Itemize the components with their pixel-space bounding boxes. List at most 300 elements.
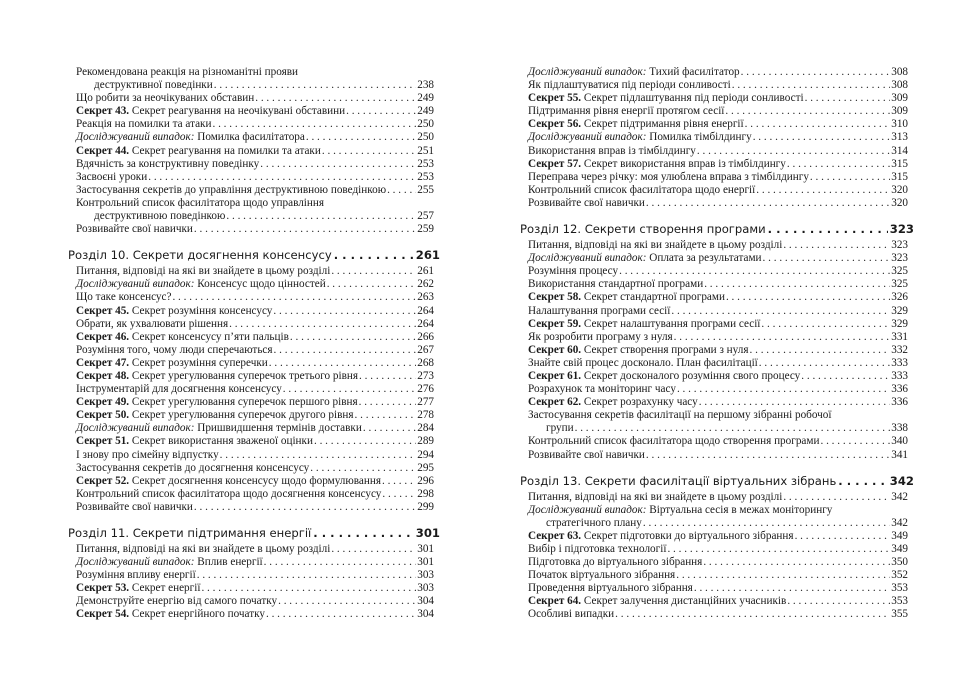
chapter-page: 323 bbox=[889, 222, 914, 237]
entry-title bbox=[76, 331, 289, 344]
dot-leader bbox=[805, 92, 891, 105]
dot-leader bbox=[768, 222, 888, 237]
dot-leader bbox=[732, 79, 891, 92]
toc-entry bbox=[528, 608, 908, 621]
toc-entry bbox=[528, 79, 908, 92]
toc-entry bbox=[528, 239, 908, 252]
toc-group bbox=[76, 66, 434, 236]
entry-page: 251 bbox=[417, 144, 434, 157]
entry-text: Вдячність за конструктивну поведінку bbox=[76, 157, 260, 170]
entry-text: Підготовка до віртуального зібрання bbox=[528, 556, 703, 569]
entry-page: 320 bbox=[891, 196, 908, 209]
entry-title bbox=[76, 318, 228, 331]
entry-text: Питання, відповіді на які ви знайдете в цьому розділі bbox=[528, 239, 783, 252]
entry-page: 338 bbox=[891, 422, 908, 435]
dot-leader bbox=[677, 383, 890, 396]
toc-entry bbox=[528, 171, 908, 184]
case-study-label: Досліджуваний випадок: bbox=[528, 252, 647, 265]
entry-page: 263 bbox=[417, 291, 434, 304]
entry-page: 309 bbox=[891, 105, 908, 118]
entry-title bbox=[76, 184, 386, 197]
toc-entry bbox=[76, 265, 434, 278]
spacer bbox=[76, 236, 434, 248]
entry-text: Вибір і підготовка технології bbox=[528, 543, 667, 555]
entry-title bbox=[528, 118, 744, 131]
case-study-label: Досліджуваний випадок: bbox=[76, 131, 195, 144]
toc-entry bbox=[76, 501, 434, 514]
entry-page: 238 bbox=[417, 79, 434, 92]
entry-text: Секрет досконалого розуміння свого процесу bbox=[581, 369, 801, 382]
dot-leader bbox=[671, 305, 890, 318]
case-study-label: Досліджуваний випадок: bbox=[76, 556, 195, 569]
entry-page: 268 bbox=[417, 356, 434, 369]
entry-text: Помилка тімбілдингу bbox=[646, 131, 752, 144]
entry-page: 301 bbox=[417, 543, 434, 555]
entry-text: Тихий фасилітатор bbox=[646, 66, 740, 78]
toc-entry bbox=[76, 223, 434, 236]
spacer bbox=[528, 210, 908, 222]
entry-text: Розвивайте свої навички bbox=[528, 448, 645, 461]
entry-text: Як підлаштуватися під періоди сонливості bbox=[528, 79, 731, 92]
secret-label: Секрет 58. bbox=[528, 291, 582, 304]
entry-title bbox=[528, 569, 675, 582]
toc-entry bbox=[76, 344, 434, 357]
dot-leader bbox=[214, 79, 416, 92]
entry-text: Секрет консенсусу п’яти пальців bbox=[129, 330, 289, 343]
entry-title bbox=[528, 92, 804, 105]
dot-leader bbox=[725, 105, 890, 118]
entry-title bbox=[76, 435, 313, 448]
entry-text: Секрет енергійного початку bbox=[129, 608, 265, 621]
dot-leader bbox=[229, 318, 416, 331]
entry-text: Рекомендована реакція на різноманітні прояви bbox=[76, 66, 299, 78]
toc-entry bbox=[76, 92, 434, 105]
entry-title bbox=[528, 291, 725, 304]
secret-label: Секрет 43. bbox=[76, 105, 130, 118]
dot-leader bbox=[313, 526, 414, 541]
entry-title bbox=[528, 171, 809, 184]
dot-leader bbox=[753, 131, 891, 144]
entry-text: Використання стандартної програми bbox=[528, 278, 704, 291]
secret-label: Секрет 56. bbox=[528, 118, 582, 131]
toc-entry bbox=[528, 595, 908, 608]
entry-page: 336 bbox=[891, 383, 908, 396]
entry-text: Засвоєні уроки bbox=[76, 170, 148, 183]
entry-page: 352 bbox=[891, 569, 908, 582]
entry-text: Контрольний список фасилітатора щодо створення програми bbox=[528, 435, 820, 448]
entry-text: Застосування секретів до управління деструктивною поведінкою bbox=[76, 183, 387, 196]
dot-leader bbox=[314, 435, 416, 448]
entry-title bbox=[528, 318, 760, 331]
toc-entry bbox=[528, 92, 908, 105]
toc-entry bbox=[528, 131, 908, 144]
entry-page: 261 bbox=[417, 265, 434, 278]
entry-page: 320 bbox=[891, 183, 908, 196]
entry-page: 267 bbox=[417, 343, 434, 356]
entry-title bbox=[528, 595, 786, 608]
case-study-label: Досліджуваний випадок: bbox=[76, 278, 195, 291]
toc-entry bbox=[528, 491, 908, 504]
entry-page: 304 bbox=[417, 595, 434, 608]
entry-text: Консенсус щодо цінностей bbox=[194, 278, 326, 291]
spacer bbox=[76, 514, 434, 526]
entry-title bbox=[76, 344, 273, 357]
case-study-label: Досліджуваний випадок: bbox=[76, 422, 195, 435]
toc-entry bbox=[528, 582, 908, 595]
dot-leader bbox=[273, 305, 416, 318]
entry-title bbox=[528, 543, 666, 556]
dot-leader bbox=[355, 409, 417, 422]
dot-leader bbox=[269, 357, 416, 370]
entry-text: Секрет стандартної програми bbox=[581, 291, 725, 304]
entry-page: 273 bbox=[417, 369, 434, 382]
toc-entry bbox=[528, 530, 908, 543]
entry-title bbox=[528, 239, 782, 252]
dot-leader bbox=[763, 252, 891, 265]
secret-label: Секрет 49. bbox=[76, 396, 130, 409]
entry-page: 303 bbox=[417, 582, 434, 595]
entry-title bbox=[76, 383, 282, 396]
entry-page: 250 bbox=[417, 131, 434, 144]
entry-title bbox=[76, 92, 254, 105]
entry-page: 250 bbox=[417, 118, 434, 131]
entry-text: Розуміння впливу енергії bbox=[76, 569, 196, 582]
toc-group bbox=[76, 543, 434, 622]
entry-text: Секрет використання зваженої оцінки bbox=[129, 435, 313, 448]
toc-entry bbox=[76, 488, 434, 501]
entry-page: 262 bbox=[417, 278, 434, 291]
secret-label: Секрет 45. bbox=[76, 304, 130, 317]
chapter-heading bbox=[68, 248, 440, 263]
entry-text: Пришвидшення термінів доставки bbox=[194, 422, 362, 435]
entry-title bbox=[76, 305, 272, 318]
dot-leader bbox=[283, 383, 416, 396]
dot-leader bbox=[331, 543, 416, 556]
entry-text: Розвивайте свої навички bbox=[76, 500, 193, 513]
entry-text: Секрет урегулювання суперечок третього рівня bbox=[129, 369, 359, 382]
entry-title bbox=[528, 556, 702, 569]
entry-page: 331 bbox=[891, 330, 908, 343]
toc-entry bbox=[76, 543, 434, 556]
entry-text: Секрет урегулювання суперечок другого рівня bbox=[129, 409, 354, 422]
toc-entry bbox=[76, 475, 434, 488]
entry-title bbox=[528, 305, 670, 318]
entry-text: Секрет енергії bbox=[129, 582, 201, 595]
dot-leader bbox=[667, 543, 890, 556]
entry-page: 264 bbox=[417, 317, 434, 330]
dot-leader bbox=[220, 449, 417, 462]
entry-text: Реакція на помилки та атаки bbox=[76, 118, 212, 131]
secret-label: Секрет 48. bbox=[76, 369, 130, 382]
dot-leader bbox=[820, 435, 890, 448]
entry-title bbox=[528, 530, 794, 543]
toc-entry bbox=[528, 569, 908, 582]
toc-entry bbox=[528, 252, 908, 265]
entry-title bbox=[76, 357, 268, 370]
entry-page: 299 bbox=[417, 500, 434, 513]
entry-title bbox=[528, 344, 749, 357]
toc-entry bbox=[528, 344, 908, 357]
entry-page: 313 bbox=[891, 131, 908, 144]
toc-entry bbox=[76, 105, 434, 118]
entry-page: 249 bbox=[417, 92, 434, 105]
secret-label: Секрет 50. bbox=[76, 409, 130, 422]
entry-title bbox=[528, 357, 758, 370]
chapter-heading bbox=[520, 222, 914, 237]
toc-entry bbox=[528, 118, 908, 131]
chapter-page: 342 bbox=[889, 473, 914, 488]
entry-title bbox=[76, 608, 265, 621]
entry-page: 309 bbox=[891, 92, 908, 105]
entry-text: Секрет реагування на помилки та атаки bbox=[129, 144, 321, 157]
dot-leader bbox=[750, 344, 891, 357]
entry-text: Секрет урегулювання суперечок першого рівня bbox=[129, 396, 358, 409]
entry-page: 329 bbox=[891, 317, 908, 330]
entry-page: 350 bbox=[891, 556, 908, 569]
dot-leader bbox=[387, 184, 416, 197]
toc-entry bbox=[76, 357, 434, 370]
entry-text: Секрет підтримання рівня енергії bbox=[581, 118, 744, 131]
toc-entry bbox=[528, 145, 908, 158]
case-study-label: Досліджуваний випадок: bbox=[528, 503, 647, 516]
entry-title bbox=[76, 291, 171, 304]
entry-title bbox=[76, 171, 147, 184]
entry-page: 253 bbox=[417, 157, 434, 170]
entry-page: 255 bbox=[417, 183, 434, 196]
toc-entry bbox=[76, 278, 434, 291]
toc-entry bbox=[76, 197, 434, 223]
entry-title bbox=[528, 608, 614, 621]
dot-leader bbox=[334, 248, 414, 263]
dot-leader bbox=[646, 449, 890, 462]
entry-line bbox=[528, 504, 908, 517]
dot-leader bbox=[756, 184, 890, 197]
entry-text: Використання вправ із тімбілдингу bbox=[528, 144, 696, 157]
entry-page: 315 bbox=[891, 157, 908, 170]
secret-label: Секрет 63. bbox=[528, 529, 582, 542]
entry-page: 349 bbox=[891, 529, 908, 542]
toc-entry bbox=[76, 66, 434, 92]
entry-page: 304 bbox=[417, 608, 434, 621]
entry-page: 276 bbox=[417, 383, 434, 396]
dot-leader bbox=[704, 278, 890, 291]
dot-leader bbox=[575, 422, 891, 435]
toc-entry bbox=[76, 462, 434, 475]
chapter-page: 301 bbox=[415, 526, 440, 540]
entry-page: 249 bbox=[417, 105, 434, 118]
toc-entry bbox=[76, 370, 434, 383]
dot-leader bbox=[382, 475, 416, 488]
entry-text: Віртуальна сесія в межах моніторингу bbox=[646, 503, 833, 516]
entry-page: 298 bbox=[417, 487, 434, 500]
chapter-heading bbox=[520, 474, 914, 489]
entry-page: 332 bbox=[891, 343, 908, 356]
toc-entry bbox=[76, 556, 434, 569]
dot-leader bbox=[310, 462, 416, 475]
dot-leader bbox=[615, 608, 890, 621]
dot-leader bbox=[260, 158, 416, 171]
entry-title bbox=[76, 396, 358, 409]
case-study-label: Досліджуваний випадок: bbox=[528, 131, 647, 144]
entry-title bbox=[76, 543, 330, 556]
secret-label: Секрет 61. bbox=[528, 369, 582, 382]
case-study-label: Досліджуваний випадок: bbox=[528, 66, 647, 78]
entry-page: 342 bbox=[891, 516, 908, 529]
entry-title bbox=[528, 131, 752, 144]
entry-text: Що робити за неочікуваних обставин bbox=[76, 92, 255, 105]
entry-text: Секрет досягнення консенсусу щодо формулювання bbox=[129, 474, 381, 487]
entry-title bbox=[528, 435, 819, 448]
toc-entry bbox=[528, 66, 908, 79]
entry-title bbox=[76, 145, 321, 158]
entry-text: Розуміння процесу bbox=[528, 265, 619, 278]
toc-entry bbox=[76, 569, 434, 582]
entry-line bbox=[76, 197, 434, 210]
entry-text: Застосування секретів до досягнення консенсусу bbox=[76, 461, 310, 474]
entry-title bbox=[76, 582, 200, 595]
secret-label: Секрет 51. bbox=[76, 435, 130, 448]
entry-page: 353 bbox=[891, 582, 908, 595]
entry-page: 277 bbox=[417, 396, 434, 409]
toc-entry bbox=[528, 357, 908, 370]
dot-leader bbox=[745, 118, 891, 131]
toc-entry bbox=[528, 504, 908, 530]
chapter-title: Розділ 11. Секрети підтримання енергії bbox=[68, 526, 312, 540]
entry-text: Початок віртуального зібрання bbox=[528, 569, 676, 582]
entry-text: Секрет підлаштування під періоди сонливості bbox=[581, 92, 804, 105]
entry-title bbox=[76, 223, 193, 236]
entry-title bbox=[528, 158, 786, 171]
entry-title bbox=[76, 556, 263, 569]
entry-title bbox=[76, 105, 345, 118]
entry-title bbox=[76, 462, 309, 475]
entry-title bbox=[528, 582, 693, 595]
entry-text: І знову про сімейну відпустку bbox=[76, 448, 219, 461]
entry-text: Підтримання рівня енергії протягом сесії bbox=[528, 105, 725, 118]
dot-leader bbox=[801, 370, 890, 383]
entry-page: 308 bbox=[891, 79, 908, 92]
entry-page: 278 bbox=[417, 409, 434, 422]
entry-title bbox=[528, 331, 673, 344]
entry-text: Що таке консенсус? bbox=[76, 291, 172, 304]
toc-entry bbox=[76, 291, 434, 304]
entry-title bbox=[76, 595, 277, 608]
entry-title bbox=[528, 370, 800, 383]
toc-entry bbox=[528, 105, 908, 118]
entry-title bbox=[76, 501, 193, 514]
entry-title bbox=[528, 184, 755, 197]
entry-text: Секрет розуміння суперечки bbox=[129, 356, 268, 369]
dot-leader bbox=[697, 145, 890, 158]
dot-leader bbox=[264, 556, 417, 569]
secret-label: Секрет 64. bbox=[528, 595, 582, 608]
dot-leader bbox=[194, 501, 416, 514]
toc-entry bbox=[528, 318, 908, 331]
toc-group bbox=[76, 265, 434, 514]
entry-title bbox=[528, 145, 696, 158]
toc-entry bbox=[528, 158, 908, 171]
entry-text: Питання, відповіді на які ви знайдете в цьому розділі bbox=[76, 265, 331, 278]
chapter-heading bbox=[68, 526, 440, 541]
toc-entry bbox=[528, 305, 908, 318]
toc-entry bbox=[528, 278, 908, 291]
entry-line bbox=[528, 422, 908, 435]
dot-leader bbox=[359, 370, 416, 383]
dot-leader bbox=[274, 344, 417, 357]
dot-leader bbox=[787, 158, 890, 171]
entry-line bbox=[76, 79, 434, 92]
entry-page: 310 bbox=[891, 118, 908, 131]
dot-leader bbox=[363, 422, 416, 435]
entry-page: 336 bbox=[891, 396, 908, 409]
entry-text: Секрет розрахунку часу bbox=[581, 396, 698, 409]
dot-leader bbox=[699, 396, 890, 409]
dot-leader bbox=[148, 171, 416, 184]
entry-title bbox=[528, 491, 782, 504]
toc-entry bbox=[528, 197, 908, 210]
dot-leader bbox=[759, 357, 890, 370]
entry-title bbox=[76, 409, 354, 422]
entry-page: 342 bbox=[891, 490, 908, 503]
toc-entry bbox=[76, 158, 434, 171]
chapter-title: Розділ 12. Секрети створення програми bbox=[520, 222, 766, 237]
entry-title bbox=[528, 197, 645, 210]
entry-page: 341 bbox=[891, 448, 908, 461]
dot-leader bbox=[382, 488, 416, 501]
secret-label: Секрет 54. bbox=[76, 608, 130, 621]
toc-entry bbox=[528, 396, 908, 409]
entry-page: 284 bbox=[417, 422, 434, 435]
toc-entry bbox=[76, 409, 434, 422]
dot-leader bbox=[643, 517, 890, 530]
dot-leader bbox=[674, 331, 891, 344]
dot-leader bbox=[726, 291, 890, 304]
entry-page: 295 bbox=[417, 461, 434, 474]
entry-page: 264 bbox=[417, 304, 434, 317]
toc-right-column bbox=[520, 66, 914, 622]
entry-text: Помилка фасилітатора bbox=[194, 131, 305, 144]
entry-title bbox=[528, 278, 703, 291]
chapter-title: Розділ 13. Секрети фасилітації віртуальних зібрань bbox=[520, 473, 837, 488]
toc-entry bbox=[528, 184, 908, 197]
entry-title bbox=[76, 158, 259, 171]
entry-text: Питання, відповіді на які ви знайдете в цьому розділі bbox=[76, 543, 331, 555]
secret-label: Секрет 47. bbox=[76, 356, 130, 369]
entry-text: Секрет використання вправ із тімбілдингу bbox=[581, 157, 786, 170]
secret-label: Секрет 59. bbox=[528, 317, 582, 330]
dot-leader bbox=[201, 582, 416, 595]
toc-entry bbox=[76, 396, 434, 409]
entry-line bbox=[76, 66, 434, 79]
entry-text: Контрольний список фасилітатора щодо управління bbox=[76, 196, 325, 209]
dot-leader bbox=[694, 582, 890, 595]
entry-text: Як розробити програму з нуля bbox=[528, 330, 673, 343]
entry-text: Обрати, як ухвалювати рішення bbox=[76, 317, 229, 330]
dot-leader bbox=[290, 331, 416, 344]
entry-title bbox=[76, 475, 381, 488]
entry-text: Секрет реагування на неочікувані обставини bbox=[129, 105, 346, 118]
entry-title bbox=[528, 79, 731, 92]
dot-leader bbox=[266, 608, 416, 621]
toc-entry bbox=[528, 383, 908, 396]
entry-page: 333 bbox=[891, 356, 908, 369]
entry-page: 289 bbox=[417, 435, 434, 448]
secret-label: Секрет 55. bbox=[528, 92, 582, 105]
toc-group bbox=[528, 66, 908, 210]
entry-text: Переправа через річку: моя улюблена вправа з тімбілдингу bbox=[528, 170, 809, 183]
entry-line bbox=[528, 517, 908, 530]
entry-text: деструктивною поведінкою bbox=[94, 210, 226, 223]
